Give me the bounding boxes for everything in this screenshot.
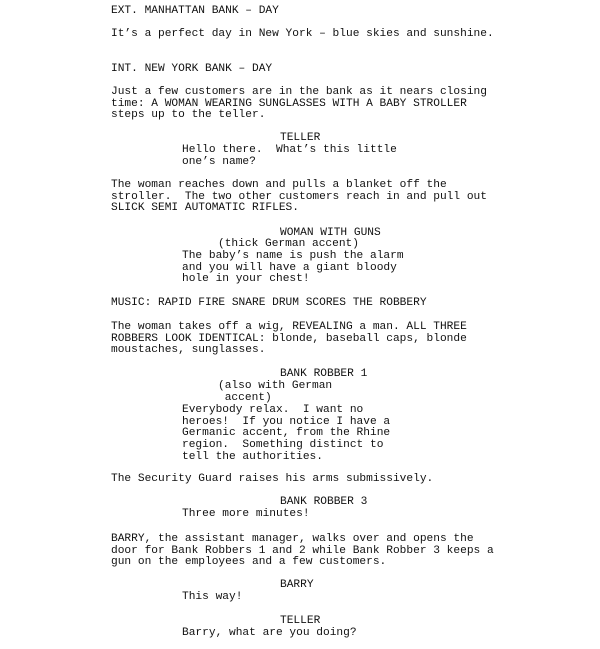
dialogue-line: region. Something distinct to [182,439,384,452]
scene-heading: EXT. MANHATTAN BANK – DAY [111,5,279,17]
scene-heading: INT. NEW YORK BANK – DAY [111,63,273,75]
action-line: stroller. The two other customers reach in and pull out [111,190,487,203]
character-cue: WOMAN WITH GUNS [280,227,381,239]
parenthetical-line: (thick German accent) [218,238,359,250]
action-line: MUSIC: RAPID FIRE SNARE DRUM SCORES THE ROBBERY [111,297,427,309]
action-line: time: A WOMAN WEARING SUNGLASSES WITH A BABY STROLLER [111,97,467,110]
character-cue: TELLER [280,132,321,144]
parenthetical-line: (also with German [218,380,333,392]
dialogue-line: This way! [182,591,243,603]
character-cue: BANK ROBBER 3 [280,496,368,508]
action-line: SLICK SEMI AUTOMATIC RIFLES. [111,202,299,215]
character-cue: BARRY [280,579,314,591]
dialogue-line: tell the authorities. [182,450,323,463]
dialogue-line: Germanic accent, from the Rhine [182,427,391,440]
action-line: Just a few customers are in the bank as it nears closing [111,86,487,98]
action-line: moustaches, sunglasses. [111,344,266,357]
action-line: steps up to the teller. [111,109,266,122]
action-line: The woman takes off a wig, REVEALING a man. ALL THREE [111,321,467,333]
dialogue-line: Barry, what are you doing? [182,627,357,639]
dialogue-line: heroes! If you notice I have a [182,415,391,428]
character-cue: TELLER [280,615,321,627]
action-line: gun on the employees and a few customers. [111,556,387,569]
parenthetical-line: accent) [218,391,272,404]
action-line: door for Bank Robbers 1 and 2 while Bank Robber 3 keeps a [111,544,494,557]
action-line: BARRY, the assistant manager, walks over and opens the [111,533,474,545]
action-line: It’s a perfect day in New York – blue skies and sunshine. [111,28,494,40]
dialogue-line: one’s name? [182,155,256,168]
character-cue: BANK ROBBER 1 [280,368,368,380]
action-line: The Security Guard raises his arms submissively. [111,473,434,485]
dialogue-line: hole in your chest! [182,273,310,286]
action-line: ROBBERS LOOK IDENTICAL: blonde, baseball caps, blonde [111,332,467,345]
dialogue-line: and you will have a giant bloody [182,261,397,274]
dialogue-line: Hello there. What’s this little [182,144,397,156]
action-line: The woman reaches down and pulls a blanket off the [111,179,447,191]
dialogue-line: Everybody relax. I want no [182,404,364,416]
dialogue-line: Three more minutes! [182,508,310,520]
dialogue-line: The baby’s name is push the alarm [182,250,404,262]
